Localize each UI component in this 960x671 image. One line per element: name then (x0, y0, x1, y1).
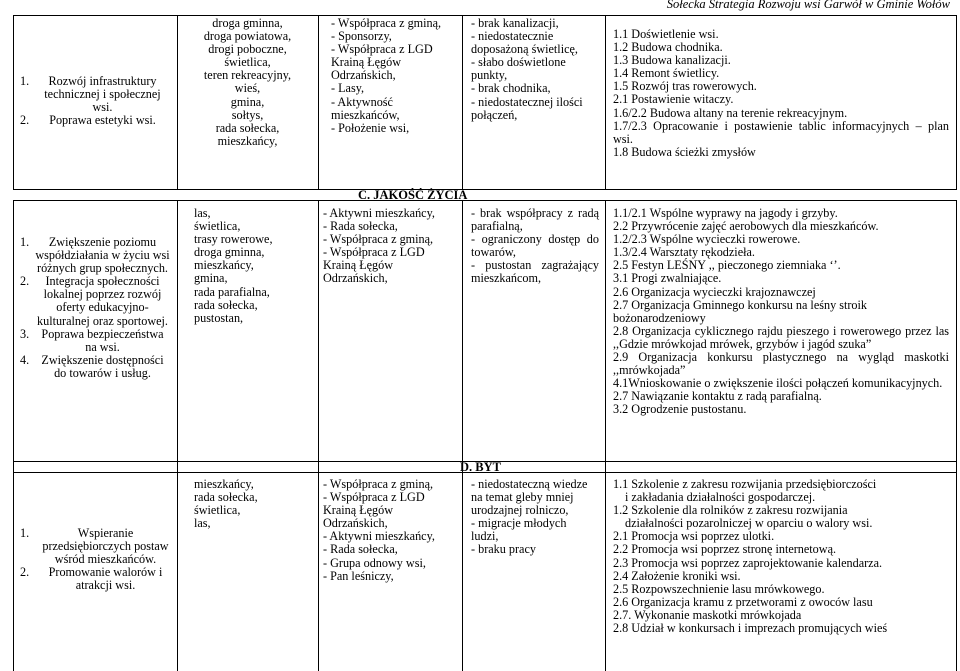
table-border-left (13, 200, 14, 671)
row3-resources: mieszkańcy, rada sołecka, świetlica, las, (194, 477, 258, 531)
goal-item: 2. Promowanie walorów i atrakcji wsi. (20, 565, 163, 593)
task-item: i zakładania działalności gospodarczej. (625, 490, 816, 505)
task-item: 2.6 Organizacja kramu z przetworami z owoców lasu (613, 594, 873, 609)
task-item: 2.7. Wykonanie maskotki mrówkojada (613, 607, 802, 622)
weakness-item: - ograniczony dostęp do towarów, (471, 232, 599, 260)
column-divider (605, 200, 606, 671)
task-item: 2.2 Promocja wsi poprzez stronę internetową. (613, 542, 837, 557)
row2-goals (20, 236, 170, 380)
row1-resources: droga gminna, droga powiatowa, drogi poboczne, świetlica, teren rekreacyjny, wieś, gmina, sołtys, rada sołecka, mieszkańcy, (203, 16, 292, 148)
goal-item: 4. Zwiększenie dostępności do towarów i usług. (20, 352, 164, 380)
task-item: 2.2 Przywrócenie zajęć aerobowych dla mieszkańców. (613, 219, 879, 234)
row2-tasks (613, 207, 949, 417)
task-item: 1.5 Rozwój tras rowerowych. (613, 79, 757, 94)
task-item: działalności pozarolniczej w oparciu o walory wsi. (625, 516, 873, 531)
section-heading-d: D. BYT (460, 460, 501, 474)
section-heading-c: C. JAKOŚĆ ŻYCIA (358, 188, 468, 202)
column-divider (605, 15, 606, 190)
task-item: 3.1 Progi zwalniające. (613, 271, 722, 286)
task-item: 1.2/2.3 Wspólne wycieczki rowerowe. (613, 232, 801, 247)
row1-tasks (613, 28, 949, 159)
row1-goals (20, 75, 170, 127)
task-item: 2.1 Postawienie witaczy. (613, 92, 734, 107)
weakness-item: - brak współpracy z radą parafialną, (471, 206, 599, 234)
row1-weaknesses: - brak kanalizacji, - niedostatecznie doposażoną świetlicę, - słabo doświetlone punkty, - brak chodnika, - niedostatecznej ilości połączeń, (471, 16, 583, 122)
task-item: 2.8 Udział w konkursach i imprezach promujących wieś (613, 621, 888, 636)
task-item: 2.8 Organizacja cyklicznego rajdu pieszego i rowerowego przez las ,,Gdzie mrówkojad mrówek, grzybów i jagód szuka” (613, 323, 949, 351)
column-divider (318, 200, 319, 671)
task-item: 2.1 Promocja wsi poprzez ulotki. (613, 529, 775, 544)
row-divider (13, 189, 957, 190)
goal-item: 1. Rozwój infrastruktury technicznej i społecznej wsi. (20, 74, 161, 115)
task-item: 1.2 Szkolenie dla rolników z zakresu rozwijania (613, 503, 848, 518)
goal-item: 1. Wspieranie przedsiębiorczych postaw wśród mieszkańców. (20, 526, 169, 567)
task-item: 1.4 Remont świetlicy. (613, 66, 720, 81)
task-item: 2.6 Organizacja wycieczki krajoznawczej (613, 284, 816, 299)
task-item: 1.3 Budowa kanalizacji. (613, 53, 731, 68)
row3-goals (20, 527, 176, 592)
column-divider (318, 15, 319, 190)
table-border-right (956, 200, 957, 671)
task-item: 1.6/2.2 Budowa altany na terenie rekreacyjnym. (613, 105, 848, 120)
table-border-right (956, 15, 957, 190)
task-item: 2.4 Założenie kroniki wsi. (613, 568, 741, 583)
column-divider (462, 200, 463, 671)
column-divider (462, 15, 463, 190)
goal-item: 2. Integracja społeczności lokalnej poprzez rozwój oferty edukacyjno-kulturalnej oraz sportowej. (20, 274, 168, 328)
task-item: 3.2 Ogrodzenie pustostanu. (613, 402, 747, 417)
task-item: 1.7/2.3 Opracowanie i postawienie tablic informacyjnych – plan wsi. (613, 118, 949, 146)
task-item: 1.2 Budowa chodnika. (613, 40, 723, 55)
row3-strengths: - Współpraca z gminą, - Współpraca z LGD Krainą Łęgów Odrzańskich, - Aktywni mieszkańcy, - Rada sołecka, - Grupa odnowy wsi, - Pan leśniczy, (323, 477, 435, 583)
task-item: 2.5 Rozpowszechnienie lasu mrówkowego. (613, 581, 825, 596)
row-divider (13, 200, 957, 201)
goal-item: 3. Poprawa bezpieczeństwa na wsi. (20, 326, 164, 354)
goal-item: 1. Zwiększenie poziomu współdziałania w życiu wsi różnych grup społecznych. (20, 235, 170, 276)
task-item: 2.7 Organizacja Gminnego konkursu na leśny stroik bożonarodzeniowy (613, 297, 867, 325)
row2-strengths: - Aktywni mieszkańcy, - Rada sołecka, - Współpraca z gminą, - Współpraca z LGD Krainą Łęgów Odrzańskich, (323, 206, 435, 286)
task-item: 2.7 Nawiązanie kontaktu z radą parafialną. (613, 389, 822, 404)
row2-weaknesses (471, 207, 599, 286)
task-item: 1.1 Szkolenie z zakresu rozwijania przedsiębiorczości (613, 477, 877, 491)
task-item: 2.5 Festyn LEŚNY ,, pieczonego ziemniaka ‘’. (613, 258, 841, 273)
table-border-left (13, 15, 14, 190)
task-item: 2.9 Organizacja konkursu plastycznego na wygląd maskotki ,,mrówkojada” (613, 350, 949, 378)
task-item: 1.1 Doświetlenie wsi. (613, 27, 719, 41)
row2-resources: las, świetlica, trasy rowerowe, droga gminna, mieszkańcy, gmina, rada parafialna, rada sołecka, pustostan, (194, 206, 273, 325)
row3-weaknesses: - niedostateczną wiedze na temat gleby mniej urodzajnej rolniczo, - migracje młodych ludzi, - braku pracy (471, 477, 588, 557)
task-item: 1.3/2.4 Warsztaty rękodzieła. (613, 245, 755, 260)
goal-item: 2. Poprawa estetyki wsi. (20, 113, 156, 128)
weakness-item: - pustostan zagrażający mieszkańcom, (471, 258, 599, 286)
task-item: 2.3 Promocja wsi poprzez zaprojektowanie kalendarza. (613, 555, 883, 570)
column-divider (177, 200, 178, 671)
task-item: 4.1Wnioskowanie o zwiększenie ilości połączeń komunikacyjnych. (613, 376, 943, 391)
row1-strengths: - Współpraca z gminą, - Sponsorzy, - Współpraca z LGD Krainą Łęgów Odrzańskich, - Lasy, - Aktywność mieszkańców, - Położenie wsi, (331, 16, 442, 135)
task-item: 1.1/2.1 Wspólne wyprawy na jagody i grzyby. (613, 206, 838, 220)
task-item: 1.8 Budowa ścieżki zmysłów (613, 144, 756, 159)
document-header: Sołecka Strategia Rozwoju wsi Garwół w Gminie Wołów (666, 0, 950, 11)
row3-tasks (613, 478, 949, 635)
